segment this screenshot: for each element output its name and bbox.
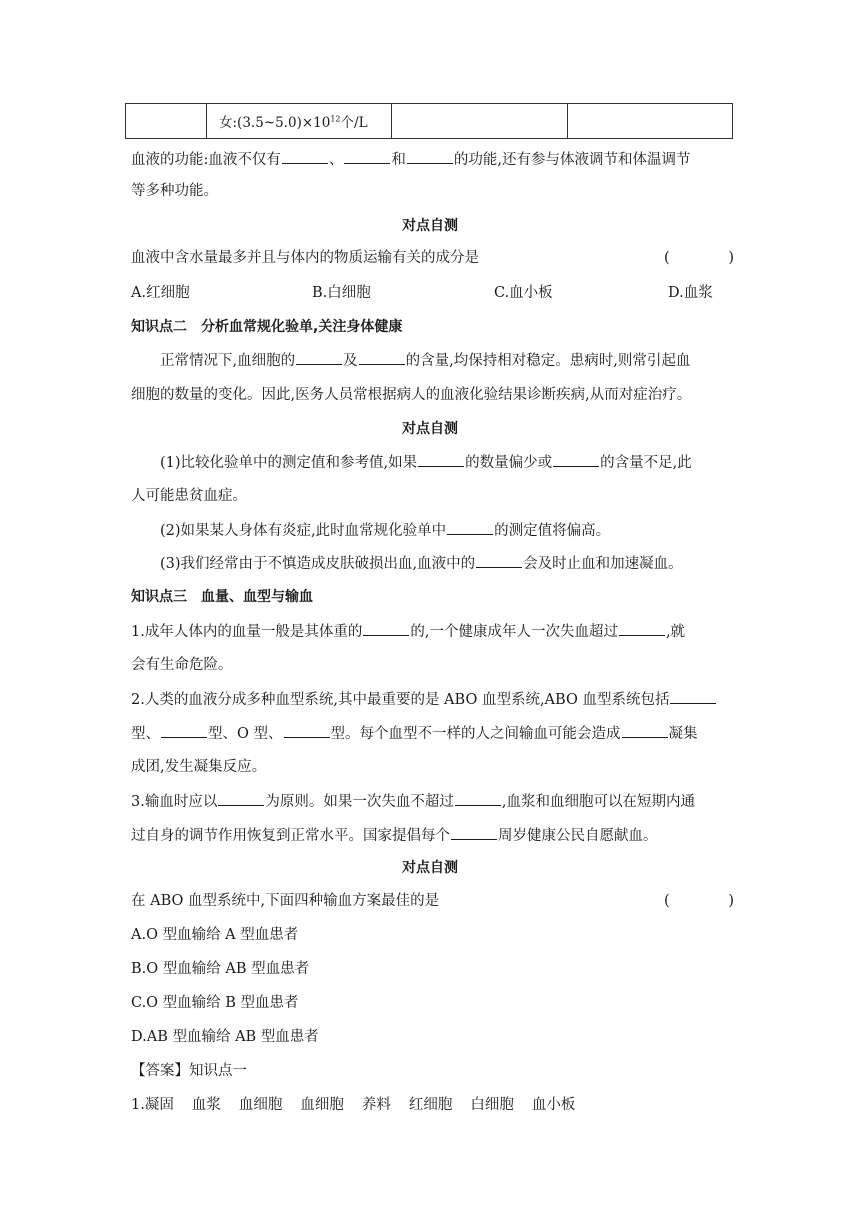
fill-blank[interactable] <box>455 791 501 806</box>
question-2-stem: 在 ABO 血型系统中,下面四种输血方案最佳的是 <box>131 893 440 909</box>
k3-item-2-cont: 型、 型、O 型、 型。每个血型不一样的人之间输血可能会造成 凝集 <box>131 723 731 744</box>
fill-blank[interactable] <box>296 350 342 365</box>
fill-blank[interactable] <box>553 452 599 467</box>
fill-blank[interactable] <box>363 621 409 636</box>
k2-para-line-2: 细胞的数量的变化。因此,医务人员常根据病人的血液化验结果诊断疾病,从而对症治疗。 <box>131 387 692 403</box>
answer-paren[interactable]: ( ) <box>664 250 734 266</box>
q2-option-c[interactable]: C.O 型血输给 B 型血患者 <box>131 995 299 1011</box>
k3-item-1-cont: 会有生命危险。 <box>131 657 233 673</box>
answer-word: 养料 <box>361 1097 391 1113</box>
self-test-heading: 对点自测 <box>402 860 458 876</box>
fill-blank[interactable] <box>670 689 716 704</box>
fill-blank[interactable] <box>622 723 668 738</box>
fill-blank[interactable] <box>476 553 522 568</box>
table-cell-empty <box>568 104 733 139</box>
k3-item-2-end: 成团,发生凝集反应。 <box>131 759 267 775</box>
answer-word: 红细胞 <box>408 1097 453 1113</box>
k2-test-2: (2)如果某人身体有炎症,此时血常规化验单中 的测定值将偏高。 <box>160 520 760 541</box>
answer-words <box>131 1095 731 1115</box>
fill-blank[interactable] <box>447 520 493 535</box>
answer-word: 血细胞 <box>238 1097 283 1113</box>
answer-word: 白细胞 <box>470 1097 514 1113</box>
table-fragment <box>125 103 733 139</box>
k2-test-3: (3)我们经常由于不慎造成皮肤破损出血,血液中的 会及时止血和加速凝血。 <box>160 553 760 574</box>
table-cell-empty <box>126 104 207 139</box>
answer-word: 血浆 <box>191 1097 221 1113</box>
k2-para-line-1: 正常情况下,血细胞的 及 的含量,均保持相对稳定。患病时,则常引起血 <box>160 350 760 371</box>
question-1-stem: 血液中含水量最多并且与体内的物质运输有关的成分是 <box>131 250 479 266</box>
k2-test-1: (1)比较化验单中的测定值和参考值,如果 的数量偏少或 的含量不足,此 <box>160 452 760 473</box>
fill-blank[interactable] <box>218 791 264 806</box>
table-cell-female-rbc: 女$:(3.5\sim 5.0)\times 10^{12}$个/L <box>207 104 392 139</box>
fill-blank[interactable] <box>344 149 390 164</box>
q2-option-d[interactable]: D.AB 型血输给 AB 型血患者 <box>131 1029 319 1045</box>
k3-item-1: 1.成年人体内的血量一般是其体重的 的,一个健康成年人一次失血超过 ,就 <box>131 621 731 642</box>
answer-label: 【答案】知识点一 <box>131 1063 247 1079</box>
k3-item-3-cont: 过自身的调节作用恢复到正常水平。国家提倡每个 周岁健康公民自愿献血。 <box>131 825 731 846</box>
k2-heading: 知识点二 分析血常规化验单,关注身体健康 <box>131 319 403 335</box>
q1-option-a[interactable]: A.红细胞 <box>131 285 190 301</box>
function-line-2: 等多种功能。 <box>131 183 218 199</box>
k3-item-3: 3.输血时应以 为原则。如果一次失血不超过 ,血浆和血细胞可以在短期内通 <box>131 791 731 812</box>
answer-word: 血小板 <box>531 1097 576 1113</box>
q2-option-a[interactable]: A.O 型血输给 A 型血患者 <box>131 927 299 943</box>
table-cell-empty <box>392 104 568 139</box>
fill-blank[interactable] <box>451 825 497 840</box>
answer-word: 血细胞 <box>300 1097 344 1113</box>
fill-blank[interactable] <box>407 149 453 164</box>
q1-option-c[interactable]: C.血小板 <box>494 285 553 301</box>
answer-word: 1.凝固 <box>131 1097 174 1113</box>
k3-heading: 知识点三 血量、血型与输血 <box>131 589 313 605</box>
fill-blank[interactable] <box>161 723 207 738</box>
fill-blank[interactable] <box>282 149 328 164</box>
table-row <box>126 104 733 139</box>
answer-paren[interactable]: ( ) <box>664 893 734 909</box>
q2-option-b[interactable]: B.O 型血输给 AB 型血患者 <box>131 961 310 977</box>
q1-option-d[interactable]: D.血浆 <box>668 285 713 301</box>
q1-option-b[interactable]: B.白细胞 <box>312 285 371 301</box>
fill-blank[interactable] <box>359 350 405 365</box>
fill-blank[interactable] <box>284 723 330 738</box>
fill-blank[interactable] <box>418 452 464 467</box>
fill-blank[interactable] <box>619 621 665 636</box>
self-test-heading: 对点自测 <box>402 218 458 234</box>
function-line-1: 血液的功能:血液不仅有 、 和 的功能,还有参与体液调节和体温调节 <box>131 149 731 170</box>
self-test-heading: 对点自测 <box>402 421 458 437</box>
k3-item-2: 2.人类的血液分成多种血型系统,其中最重要的是 ABO 血型系统,ABO 血型系统包括 <box>131 689 731 710</box>
k2-test-1-cont: 人可能患贫血症。 <box>131 488 247 504</box>
